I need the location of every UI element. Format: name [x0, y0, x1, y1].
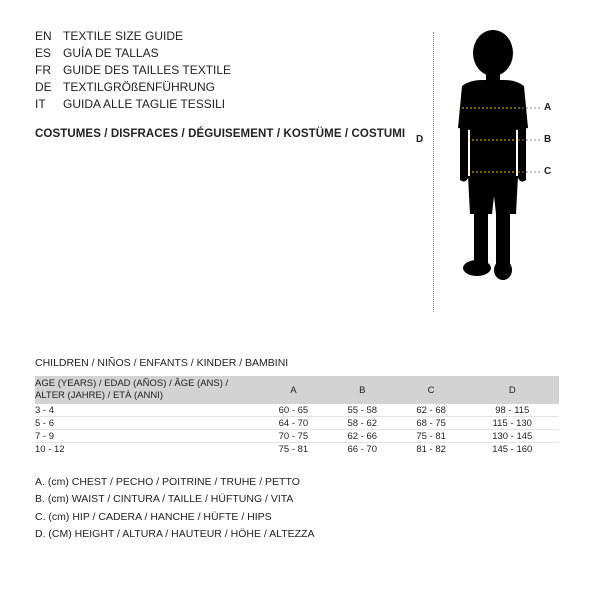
language-title: TEXTILGRÖßENFÜHRUNG: [63, 80, 216, 94]
child-silhouette-icon: [410, 28, 570, 298]
cell-b: 66 - 70: [347, 443, 378, 455]
language-list: [35, 28, 231, 113]
language-title: GUIDE DES TAILLES TEXTILE: [63, 63, 232, 77]
size-table: [35, 376, 559, 455]
column-header-d: D: [466, 376, 559, 404]
language-row-it: [35, 96, 231, 113]
cell-c: 68 - 75: [397, 417, 466, 430]
table-row: [35, 430, 559, 443]
category-title: COSTUMES / DISFRACES / DÉGUISEMENT / KOSTÜME / COSTUMI: [35, 128, 406, 140]
age-cell: 10 - 12: [35, 443, 65, 455]
table-row: [35, 443, 559, 456]
language-title: GUIDA ALLE TAGLIE TESSILI: [63, 97, 226, 111]
language-title: GUÍA DE TALLAS: [63, 46, 159, 60]
column-header-b: B: [328, 376, 397, 404]
column-header-a: A: [259, 376, 328, 404]
language-code: IT: [35, 97, 46, 111]
language-code: DE: [35, 80, 52, 94]
legend-item-chest: A. (cm) CHEST / PECHO / POITRINE / TRUHE / PETTO: [35, 476, 300, 488]
cell-b: 55 - 58: [328, 404, 397, 417]
age-cell: 7 - 9: [35, 430, 259, 443]
height-label: D: [416, 134, 424, 145]
legend-item-waist: B. (cm) WAIST / CINTURA / TAILLE / HÜFTUNG / VITA: [35, 493, 294, 506]
age-cell: 5 - 6: [35, 417, 259, 430]
measurement-legend: [35, 474, 314, 543]
age-cell: 3 - 4: [35, 404, 259, 417]
measure-label-b: B: [544, 134, 552, 145]
cell-a: 64 - 70: [259, 417, 328, 430]
language-code: EN: [35, 29, 52, 43]
table-row: [35, 404, 559, 417]
language-row-fr: [35, 62, 231, 79]
cell-c: 75 - 81: [397, 430, 466, 443]
language-code: FR: [35, 63, 51, 77]
language-row-en: [35, 28, 231, 45]
cell-b: 58 - 62: [328, 417, 397, 430]
legend-item-height: D. (CM) HEIGHT / ALTURA / HAUTEUR / HÖHE / ALTEZZA: [35, 527, 315, 540]
cell-a: 70 - 75: [259, 430, 328, 443]
cell-a: 60 - 65: [259, 404, 328, 417]
cell-b: 62 - 66: [328, 430, 397, 443]
column-header-c: C: [397, 376, 466, 404]
age-header-line: ALTER (JAHRE) / ETÀ (ANNI): [35, 390, 164, 401]
measurement-figure: [410, 28, 570, 288]
language-code: ES: [35, 46, 52, 60]
cell-c: 81 - 82: [416, 443, 446, 455]
language-row-de: [35, 79, 231, 96]
children-title: CHILDREN / NIÑOS / ENFANTS / KINDER / BAMBINI: [35, 357, 289, 369]
measure-label-a: A: [544, 102, 552, 113]
measure-label-c: C: [544, 166, 552, 177]
legend-item-hip: C. (cm) HIP / CADERA / HANCHE / HÜFTE / HIPS: [35, 510, 272, 523]
cell-d: 145 - 160: [492, 443, 533, 455]
cell-d: 130 - 145: [466, 430, 559, 443]
age-column-header: [35, 376, 259, 404]
language-title: TEXTILE SIZE GUIDE: [63, 29, 184, 43]
language-row-es: [35, 45, 231, 62]
cell-d: 115 - 130: [466, 417, 559, 430]
cell-d: 98 - 115: [466, 404, 559, 417]
cell-c: 62 - 68: [397, 404, 466, 417]
age-header-line: AGE (YEARS) / EDAD (AÑOS) / ÂGE (ANS) /: [35, 378, 229, 389]
table-header-row: [35, 376, 559, 404]
cell-a: 75 - 81: [278, 443, 309, 455]
table-row: [35, 417, 559, 430]
